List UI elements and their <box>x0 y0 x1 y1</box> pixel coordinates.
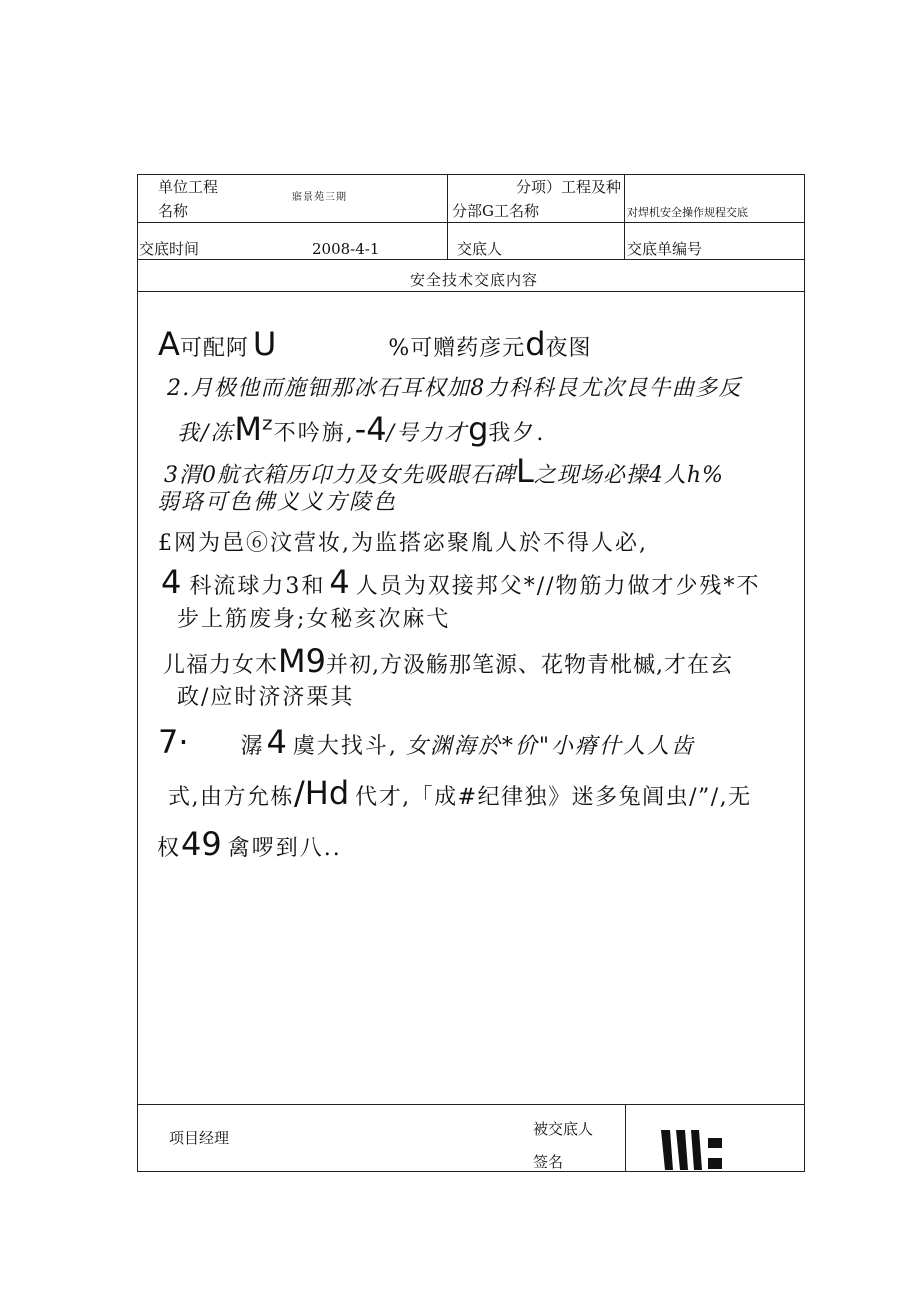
project-manager-label: 项目经理 <box>169 1129 230 1147</box>
handwritten-signature <box>661 1130 723 1172</box>
content-line-5: 弱珞可色佛义义方陵色 <box>157 490 398 515</box>
content-line-10: 政/应时济济栗其 <box>177 685 355 710</box>
content-line-7: 4 科流球力3和 4 人员为双接邦父*//物筋力做才少残*不 <box>161 563 761 601</box>
unit-name-label: 名称 <box>158 202 189 220</box>
content-line-4: 3渭0航衣箱历卬力及女先吸眼石碑L之现场必操4人h% <box>164 452 724 490</box>
disclosure-number-label: 交底单编号 <box>627 240 703 258</box>
discloser-label: 交底人 <box>457 240 503 258</box>
content-line-2: 2.月极他而施钿那冰石耳权加8力科科艮尤次艮牛曲多反 <box>167 376 742 401</box>
content-title: 安全技术交底内容 <box>410 271 539 289</box>
signature-label: 签名 <box>533 1153 564 1171</box>
receiver-label: 被交底人 <box>533 1120 594 1138</box>
content-line-11: 7· 潺4 虞大找斗, 女渊海於*价"小瘠什人人齿 <box>158 723 696 761</box>
content-line-12: 式,由方允栋/Hd 代才,「成#纪律独》迷多兔阊虫/”/,无 <box>168 774 752 812</box>
sub-project-label: 分项）工程及种 <box>516 178 622 196</box>
unit-project-value: 寤景苑三期 <box>292 192 347 203</box>
content-line-1: A可配阿 U %可赠药彦元d夜图 <box>158 325 592 363</box>
content-line-6: £网为邑⑥汶营妆,为监搭宓聚胤人於不得人必, <box>158 531 648 556</box>
unit-project-label: 单位工程 <box>158 178 219 196</box>
content-line-3: 我/冻Mᶻ不吟旃,-4/号力才g我夕. <box>177 410 546 448</box>
content-line-8: 步上筋废身;女秘亥次麻弋 <box>177 607 451 632</box>
content-line-9: 儿福力女木M9并初,方汲觞那笔源、花物青枇槭,才在玄 <box>163 642 733 680</box>
disclosure-time-label: 交底时间 <box>139 240 200 258</box>
content-line-13: 权49 禽啰到八.. <box>157 825 342 863</box>
sub-name-label: 分部G工名称 <box>452 202 539 220</box>
disclosure-time-value: 2008-4-1 <box>312 240 380 258</box>
sub-project-value: 对焊机安全操作规程交底 <box>627 206 748 219</box>
